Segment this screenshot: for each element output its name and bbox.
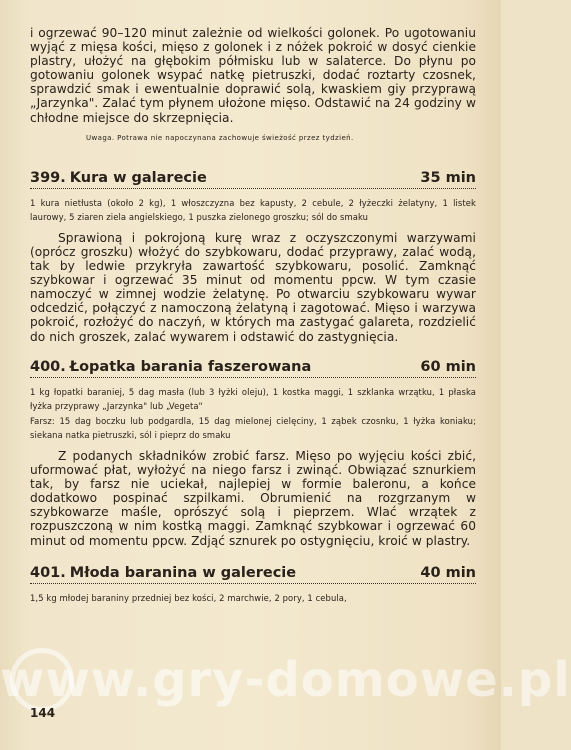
recipe-heading-399 [30, 169, 476, 189]
recipe-heading-400 [30, 358, 476, 378]
recipe-method: Z podanych składników zrobić farsz. Mięso po wyjęciu kości zbić, uformować płat, wyłożyć na niego farsz i zwinąć. Obwiązać sznurkiem tak, by farsz nie uciekał, najlepiej w formie baleronu, a końce dodatkowo pospinać szpilkami. Obrumienić na rozgrzanym w szybkowarze maśle, oprószyć solą i pieprzem. Wlać wrzątek z rozpuszczoną w nim kostką maggi. Zamknąć szybkowar i ogrzewać 60 minut od momentu ppcw. Zdjąć sznurek po ostygnięciu, kroić w plastry. [30, 448, 476, 548]
note-text: Uwaga. Potrawa nie napoczynana zachowuje świeżość przez tydzień. [86, 133, 354, 142]
recipe-number: 400. [30, 358, 66, 375]
recipe-title: Młoda baranina w galerecie [69, 564, 297, 581]
recipe-title: Łopatka barania faszerowana [69, 358, 312, 375]
recipe-heading-401 [30, 564, 476, 584]
recipe-ingredients: 1,5 kg młodej baraniny przedniej bez kości, 2 marchwie, 2 pory, 1 cebula, [30, 592, 347, 603]
page-number: 144 [30, 706, 56, 720]
recipe-title: Kura w galarecie [69, 169, 207, 186]
recipe-stuffing: Farsz: 15 dag boczku lub podgardla, 15 dag mielonej cielęciny, 1 ząbek czosnku, 1 łyżka koniaku; siekana natka pietruszki, sól i pieprz do smaku [30, 415, 476, 441]
watermark: www.gry-domowe.pl [0, 652, 571, 708]
recipe-time: 60 min [420, 358, 476, 375]
recipe-time: 35 min [420, 169, 476, 186]
recipe-number: 399. [30, 169, 66, 186]
recipe-ingredients: 1 kura nietłusta (około 2 kg), 1 włoszczyzna bez kapusty, 2 cebule, 2 łyżeczki żelatyny, 1 listek laurowy, 5 ziaren ziela angielskiego, 1 puszka zielonego groszku; sól do smaku [30, 197, 476, 223]
intro-paragraph: i ogrzewać 90–120 minut zależnie od wielkości golonek. Po ugotowaniu wyjąć z mięsa kości, mięso z golonek i z nóżek pokroić w dosyć cienkie plastry, ułożyć na głębokim półmisku lub w salaterce. Do płynu po gotowaniu golonek wsypać natkę pietruszki, dodać roztarty czosnek, sprawdzić smak i ewentualnie doprawić solą, kwaskiem giy przyprawą „Jarzynka". Zalać tym płynem ułożone mięso. Odstawić na 24 godziny w chłodne miejsce do skrzepnięcia. [30, 26, 476, 125]
recipe-method: Sprawioną i pokrojoną kurę wraz z oczyszczonymi warzywami (oprócz groszku) włożyć do szybkowaru, dodać przyprawy, zalać wodą, tak by ledwie przykryła zawartość szybkowaru, posolić. Zamknąć szybkowar i ogrzewać 35 minut od momentu ppcw. W tym czasie namoczyć w zimnej wodzie żelatynę. Po otwarciu szybkowaru wywar odcedzić, połączyć z namoczoną żelatyną i zagotować. Mięso i warzywa pokroić, rozłożyć do naczyń, w których ma zastygać galareta, rozdzielić do nich groszek, zalać wywarem i odstawić do zastygnięcia. [30, 230, 476, 344]
recipe-time: 40 min [420, 564, 476, 581]
recipe-ingredients: 1 kg łopatki baraniej, 5 dag masła (lub 3 łyżki oleju), 1 kostka maggi, 1 szklanka wrzątku, 1 płaska łyżka przyprawy „Jarzynka" lub „Vegeta" [30, 386, 476, 412]
page-content [30, 26, 476, 605]
recipe-number: 401. [30, 564, 66, 581]
